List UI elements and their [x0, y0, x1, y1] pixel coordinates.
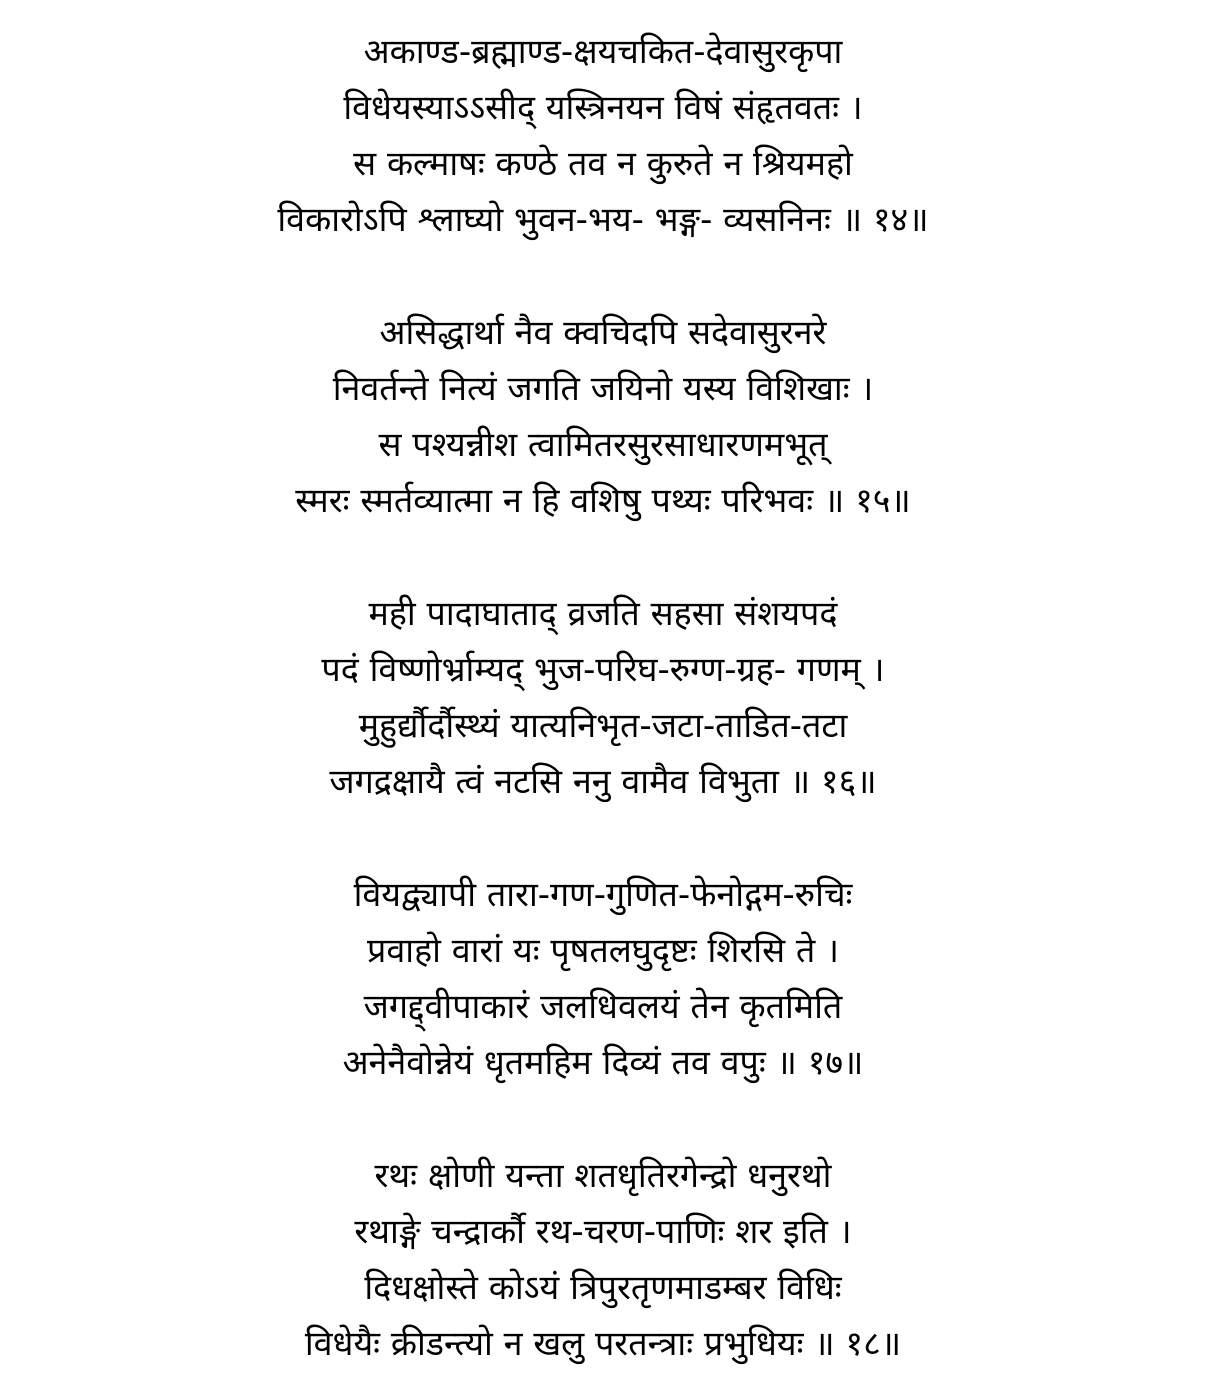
verse-line: विकारोऽपि श्लाघ्यो भुवन-भय- भङ्ग- व्यसनिनः ॥ १४॥: [277, 200, 929, 240]
verse-line: वियद्व्यापी तारा-गण-गुणित-फेनोद्गम-रुचिः: [353, 875, 853, 915]
verse-line: रथः क्षोणी यन्ता शतधृतिरगेन्द्रो धनुरथो: [374, 1156, 832, 1196]
verse-line: जगद्द्वीपाकारं जलधिवलयं तेन कृतमिति: [363, 987, 843, 1027]
verse-line: असिद्धार्था नैव क्वचिदपि सदेवासुरनरे: [379, 313, 827, 353]
verse-line: पदं विष्णोर्भ्राम्यद् भुज-परिघ-रुग्ण-ग्रह- गणम् ।: [321, 650, 885, 690]
verse-17: [0, 867, 1206, 1091]
verse-line: स्मरः स्मर्तव्यात्मा न हि वशिषु पथ्यः परिभवः ॥ १५॥: [295, 481, 911, 521]
verse-line: अनेनैवोन्नेयं धृतमहिम दिव्यं तव वपुः ॥ १७॥: [342, 1043, 864, 1083]
verse-line: विधेयस्याऽऽसीद् यस्त्रिनयन विषं संहृतवतः ।: [343, 88, 863, 128]
verse-line: स कल्माषः कण्ठे तव न कुरुते न श्रियमहो: [353, 144, 853, 184]
verse-line: अकाण्ड-ब्रह्माण्ड-क्षयचकित-देवासुरकृपा: [363, 32, 843, 72]
verse-line: स पश्यन्नीश त्वामितरसुरसाधारणमभूत्: [378, 425, 828, 465]
verse-16: [0, 586, 1206, 810]
verse-line: विधेयैः क्रीडन्त्यो न खलु परतन्त्राः प्रभुधियः ॥ १८॥: [304, 1324, 902, 1364]
verse-line: निवर्तन्ते नित्यं जगति जयिनो यस्य विशिखाः ।: [332, 369, 874, 409]
verse-line: मही पादाघाताद् व्रजति सहसा संशयपदं: [368, 594, 838, 634]
verse-line: प्रवाहो वारां यः पृषतलघुदृष्टः शिरसि ते ।: [367, 931, 839, 971]
verse-18: [0, 1148, 1206, 1372]
verse-line: मुहुर्द्यौर्दौस्थ्यं यात्यनिभृत-जटा-ताडित-तटा: [358, 706, 848, 746]
verse-15: [0, 305, 1206, 529]
verse-line: जगद्रक्षायै त्वं नटसि ननु वामैव विभुता ॥ १६॥: [329, 762, 877, 802]
verse-14: [0, 24, 1206, 248]
verse-line: दिधक्षोस्ते कोऽयं त्रिपुरतृणमाडम्बर विधिः: [364, 1268, 842, 1308]
verse-line: रथाङ्गे चन्द्रार्कौ रथ-चरण-पाणिः शर इति ।: [354, 1212, 852, 1252]
